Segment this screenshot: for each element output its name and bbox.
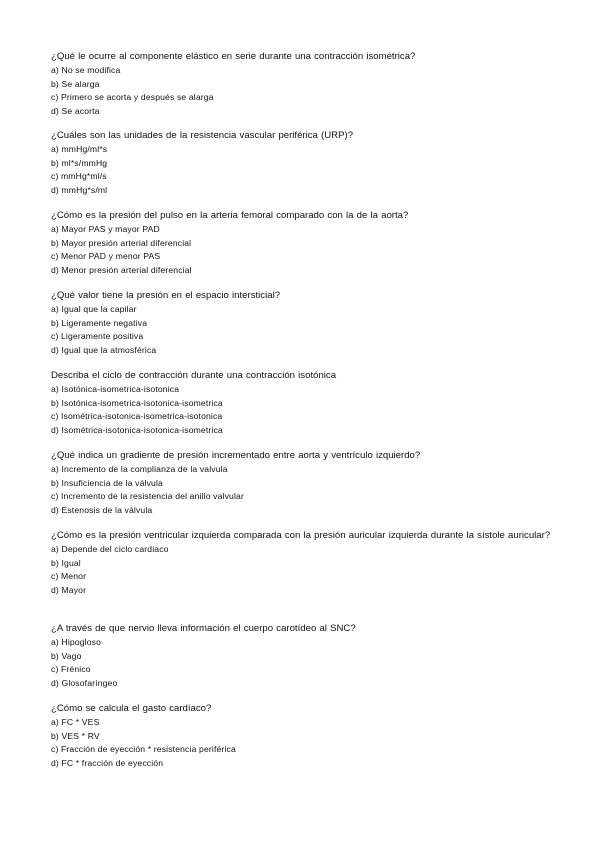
option-a: a) FC * VES <box>51 717 100 728</box>
option-c: c) Fracción de eyección * resistencia periférica <box>51 744 236 755</box>
option-c: c) Isométrica-isotonica-isometrica-isotonica <box>51 411 223 422</box>
option-b: b) Igual <box>51 557 81 568</box>
question-stem: ¿Cómo se calcula el gasto cardíaco? <box>51 703 212 714</box>
option-d: d) Glosofaríngeo <box>51 677 118 688</box>
option-c: c) Menor PAD y menor PAS <box>51 251 161 262</box>
option-a: a) Mayor PAS y mayor PAD <box>51 224 160 235</box>
option-b: b) ml*s/mmHg <box>51 157 108 168</box>
question-stem: ¿Qué le ocurre al componente elástico en serie durante una contracción isométrica? <box>51 51 416 62</box>
question-2 <box>51 129 551 197</box>
option-b: b) Ligeramente negativa <box>51 317 148 328</box>
option-list <box>51 223 551 277</box>
question-7 <box>51 529 551 597</box>
option-list <box>51 143 551 197</box>
option-c: c) Menor <box>51 571 87 582</box>
option-d: d) FC * fracción de eyección <box>51 757 164 768</box>
question-1 <box>51 50 551 118</box>
question-stem: Describa el ciclo de contracción durante una contracción isotónica <box>51 370 337 381</box>
option-list <box>51 636 551 690</box>
question-9 <box>51 702 551 770</box>
option-d: d) Menor presión arterial diferencial <box>51 264 192 275</box>
option-b: b) VES * RV <box>51 730 100 741</box>
option-a: a) Isotónica-isometrica-isotonica <box>51 384 180 395</box>
question-6 <box>51 449 551 517</box>
question-4 <box>51 289 551 357</box>
question-stem: ¿Cuáles son las unidades de la resistencia vascular periférica (URP)? <box>51 130 354 141</box>
question-8 <box>51 622 551 690</box>
option-list <box>51 716 551 770</box>
question-5 <box>51 369 551 437</box>
option-d: d) Mayor <box>51 584 87 595</box>
option-b: b) Isotónica-isometrica-isotonica-isometrica <box>51 397 223 408</box>
option-list <box>51 383 551 437</box>
option-b: b) Insuficiencia de la válvula <box>51 477 163 488</box>
option-a: a) mmHg/ml*s <box>51 144 108 155</box>
option-list <box>51 303 551 357</box>
option-d: d) Isométrica-isotonica-isotonica-isometrica <box>51 424 223 435</box>
option-c: c) Primero se acorta y después se alarga <box>51 92 214 103</box>
option-list <box>51 463 551 517</box>
question-stem: ¿Qué valor tiene la presión en el espacio intersticial? <box>51 290 281 301</box>
question-stem: ¿Qué indica un gradiente de presión incrementado entre aorta y ventrículo izquierdo? <box>51 450 421 461</box>
option-b: b) Se alarga <box>51 78 100 89</box>
option-c: c) Frénico <box>51 664 91 675</box>
option-a: a) Depende del ciclo cardiaco <box>51 544 169 555</box>
question-stem: ¿Cómo es la presión del pulso en la arteria femoral comparado con la de la aorta? <box>51 210 409 221</box>
option-d: d) Estenosis de la válvula <box>51 504 153 515</box>
option-b: b) Vago <box>51 650 82 661</box>
option-d: d) Igual que la atmosférica <box>51 344 157 355</box>
question-stem: ¿A través de que nervio lleva información el cuerpo carotídeo al SNC? <box>51 623 356 634</box>
option-a: a) No se modifica <box>51 65 121 76</box>
option-list <box>51 543 551 597</box>
option-d: d) Se acorta <box>51 105 100 116</box>
option-c: c) Ligeramente positiva <box>51 331 144 342</box>
question-3 <box>51 209 551 277</box>
option-c: c) Incremento de la resistencia del anillo valvular <box>51 491 244 502</box>
option-a: a) Hipogloso <box>51 637 102 648</box>
question-stem: ¿Cómo es la presión ventricular izquierda comparada con la presión auricular izquierda durante la sístole auricular? <box>51 530 551 541</box>
option-c: c) mmHg*ml/s <box>51 171 107 182</box>
option-a: a) Igual que la capilar <box>51 304 137 315</box>
option-list <box>51 64 551 118</box>
option-d: d) mmHg*s/ml <box>51 184 108 195</box>
option-b: b) Mayor presión arterial diferencial <box>51 237 192 248</box>
option-a: a) Incremento de la complianza de la valvula <box>51 464 228 475</box>
